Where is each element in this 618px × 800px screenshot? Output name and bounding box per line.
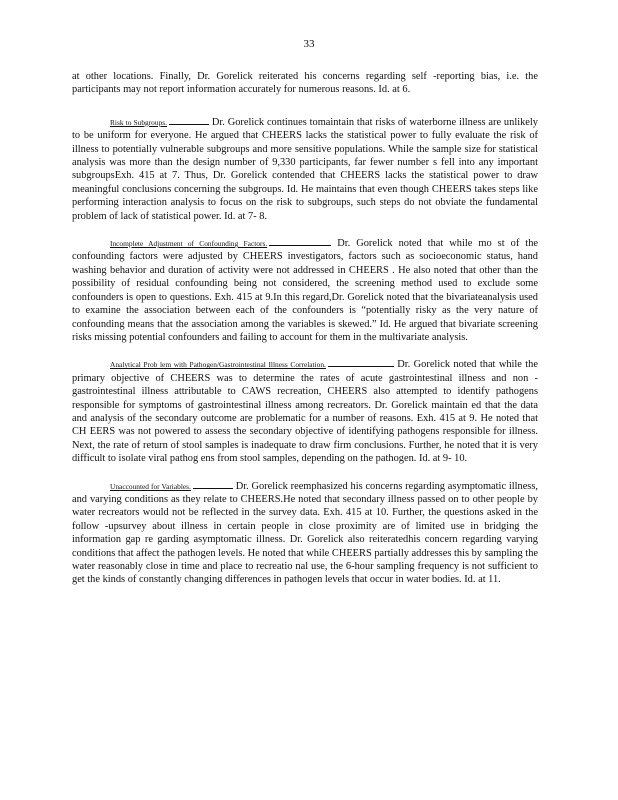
paragraph-incomplete-adjustment-text: Dr. Gorelick noted that while mo st of the confounding factors were adjusted by CHEERS investigators, factors such as socioeconomic status, hand washing behavior and duration of activity were not addressed in CHEERS . He also noted that other than the possibility of residual confounding being not considered, the screening method used to exclude some confounders is open to questions. Exh. 415 at 9.In this regard,Dr. Gorelick noted that the bivariateanalysis used to examine the association between each of the confounders is “potentially risky as the very nature of confounding means that the association among the variables is skewed.” Id. He argued that bivariate screening risks missing potential confounders and failing to account for them in the multivariate analysis.: [72, 238, 538, 343]
heading-underline: [193, 480, 233, 489]
document-body: [72, 70, 538, 601]
heading-incomplete-adjustment: Incomplete Adjustment of Confounding Factors.: [110, 239, 268, 249]
paragraph-analytical-problem: [72, 358, 538, 465]
heading-underline: [328, 358, 394, 367]
page-number: 33: [303, 38, 315, 50]
paragraph-unaccounted-variables: [72, 480, 538, 587]
paragraph-incomplete-adjustment: [72, 237, 538, 344]
paragraph-risk-to-subgroups: [72, 116, 538, 223]
paragraph-unaccounted-variables-text: Dr. Gorelick reemphasized his concerns regarding asymptomatic illness, and varying conditions as they relate to CHEERS.He noted that secondary illness passed on to other people by water recreators would not be reflected in the survey data. Exh. 415 at 10. Further, the questions asked in the follow -upsurvey about illness in certain people in close proximity are of limited use in bridging the information gap re garding asymptomatic illness. Dr. Gorelick also reiteratedhis concern regarding varying conditions that affect the pathogen levels. He noted that while CHEERS partially addresses this by sampling the water reasonably close in time and place to recreatio nal use, the 6-hour sampling frequency is not sufficient to get the kinds of constantly changing differences in pathogen levels that occur in water bodies. Id. at 11.: [72, 480, 538, 586]
heading-analytical-problem: Analytical Prob lem with Pathogen/Gastrointestinal Illness Correlation.: [110, 360, 326, 370]
paragraph-1-text: at other locations. Finally, Dr. Gorelick reiterated his concerns regarding self -reporting bias, i.e. the participants may not report information accurately for numerous reasons. Id. at 6.: [72, 71, 538, 96]
paragraph-risk-to-subgroups-text: Dr. Gorelick continues tomaintain that risks of waterborne illness are unlikely to be uniform for everyone. He argued that CHEERS lacks the statistical power to fully evaluate the risk of illness to potentially vulnerable subgroups and more sensitive populations. While the sample size for statistical analysis was more than the design number of 9,330 participants, far fewer number s fell into any important subgroupsExh. 415 at 7. Thus, Dr. Gorelick contended that CHEERS lacks the statistical power to draw meaningful conclusions concerning the subgroups. Id. He maintains that even though CHEERS takes steps like performing interaction analysis to focus on the risk to subgroups, such steps do not obviate the fundamental problem of lack of statistical power. Id. at 7- 8.: [72, 116, 538, 222]
heading-underline: [169, 116, 209, 125]
heading-unaccounted-variables: Unaccounted for Variables.: [110, 481, 191, 491]
heading-risk-to-subgroups: Risk to Subgroups.: [110, 117, 167, 127]
paragraph-1: [72, 70, 538, 97]
paragraph-analytical-problem-text: Dr. Gorelick noted that while the primary objective of CHEERS was to determine the rates of acute gastrointestinal illness and non - gastrointestinal illness attributable to CAWS recreation, CHEERS also attempted to identify pathogens responsible for symptoms of gastrointestinal illness among recreators. Dr. Gorelick maintain ed that the data and analysis of the secondary outcome are problematic for a number of reasons. Exh. 415 at 9. He noted that CH EERS was not powered to assess the secondary objective of identifying pathogens responsible for illness. Next, the rate of return of stool samples is inadequate to draw firm conclusions. Further, he noted that it is very difficult to isolate viral pathog ens from stool samples, depending on the pathogen. Id. at 9- 10.: [72, 359, 538, 465]
heading-underline: [269, 237, 331, 246]
